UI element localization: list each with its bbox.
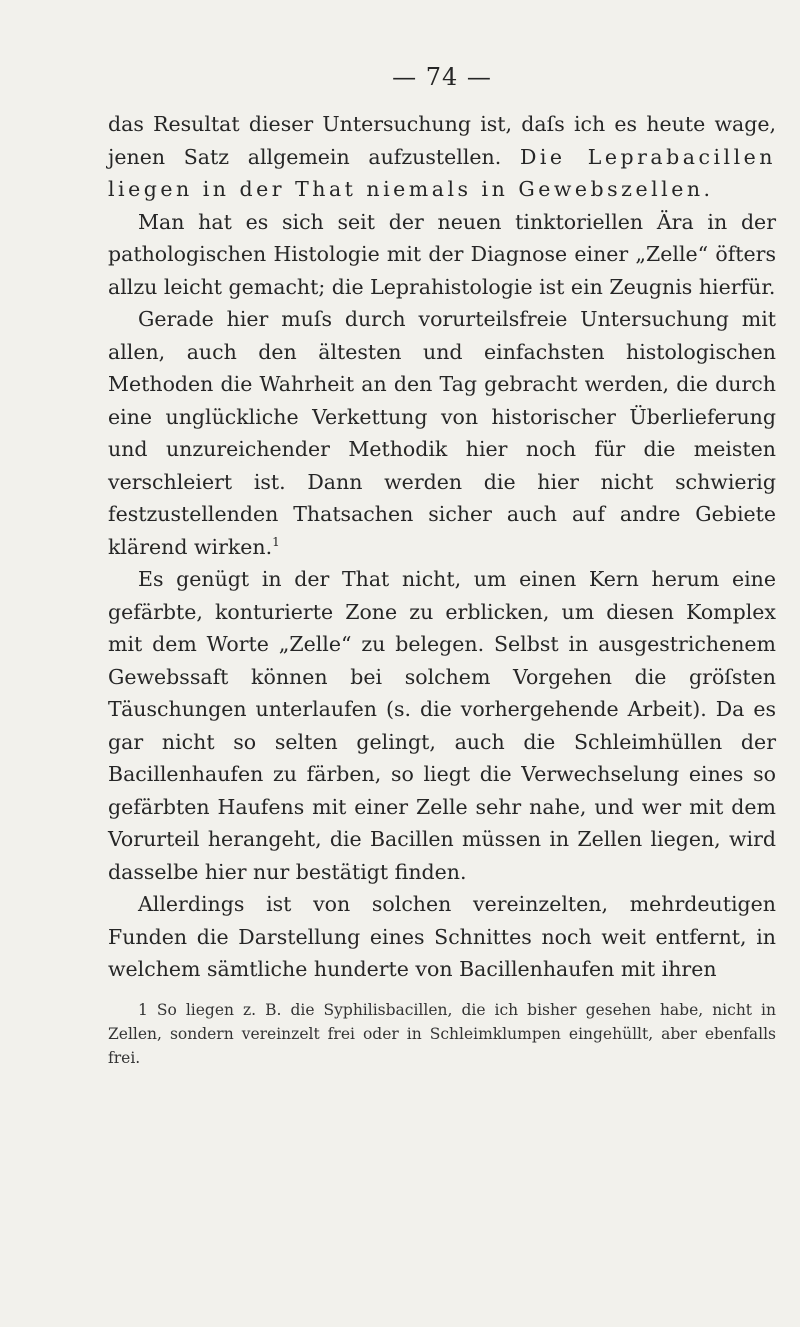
page-number: — 74 — (392, 63, 492, 91)
paragraph-3 (108, 303, 776, 563)
paragraph-5: Allerdings ist von solchen vereinzelten, mehrdeutigen Funden die Darstellung eines Schnittes noch weit entfernt, in welchem sämtliche hunderte von Bacillenhaufen mit ihren (108, 892, 776, 981)
paragraph-4: Es genügt in der That nicht, um einen Kern herum eine gefärbte, konturierte Zone zu erblicken, um diesen Komplex mit dem Worte „Zelle“ zu belegen. Selbst in ausgestrichenem Gewebssaft können bei solchem Vorgehen die gröſsten Täuschungen unterlaufen (s. die vorhergehende Arbeit). Da es gar nicht so selten gelingt, auch die Schleimhüllen der Bacillenhaufen zu färben, so liegt die Verwechselung eines so gefärbten Haufens mit einer Zelle sehr nahe, und wer mit dem Vorurteil herangeht, die Bacillen müssen in Zellen liegen, wird dasselbe hier nur bestätigt finden. (108, 567, 776, 884)
footnote-reference: 1 (272, 534, 280, 549)
paragraph-1-text: das Resultat dieser Untersuchung ist, daſs ich es heute wage, jenen Satz allgemein aufzustellen. (108, 112, 776, 169)
book-page (108, 62, 776, 1070)
paragraph-2: Man hat es sich seit der neuen tinktoriellen Ära in der pathologischen Histologie mit der Diagnose einer „Zelle“ öfters allzu leicht gemacht; die Leprahistologie ist ein Zeugnis hierfür. (108, 209, 776, 299)
footnote: 1 So liegen z. B. die Syphilisbacillen, die ich bisher gesehen habe, nicht in Zellen, sondern vereinzelt frei oder in Schleimklumpen eingehüllt, aber ebenfalls frei. (108, 1000, 776, 1067)
paragraph-1 (108, 108, 776, 206)
paragraph-1-emphasis: Die Leprabacillen liegen in der That niemals in Gewebszellen. (108, 144, 776, 201)
paragraph-3-text: Gerade hier muſs durch vorurteilsfreie Untersuchung mit allen, auch den ältesten und einfachsten histologischen Methoden die Wahrheit an den Tag gebracht werden, die durch eine unglückliche Verkettung von historischer Überlieferung und unzureichender Methodik hier noch für die meisten verschleiert ist. Dann werden die hier nicht schwierig festzustellenden Thatsachen sicher auch auf andre Gebiete klärend wirken. (108, 307, 776, 559)
